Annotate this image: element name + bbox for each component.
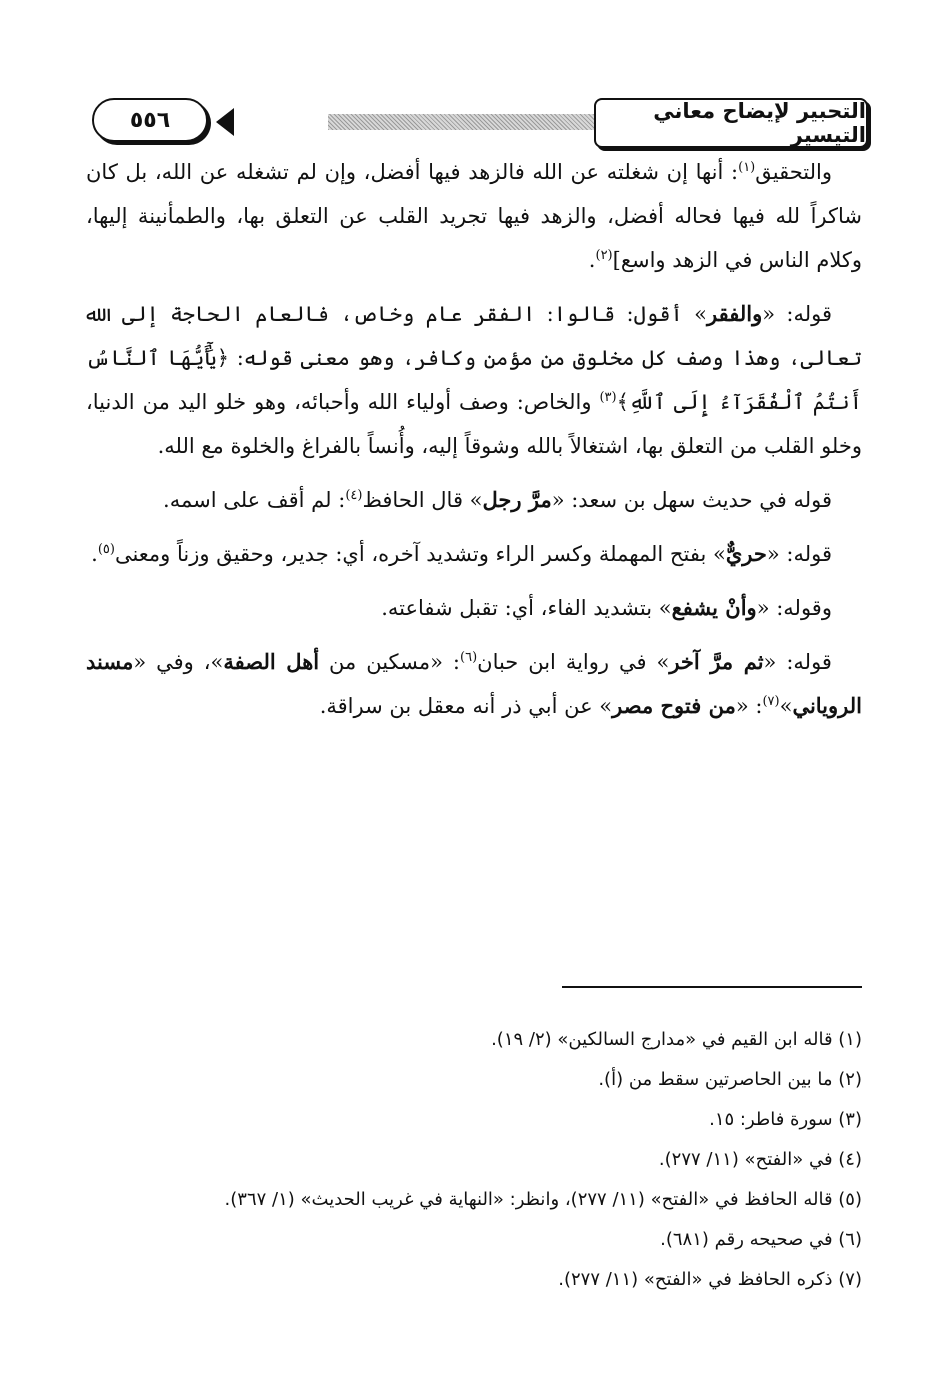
p1-text-c: . — [588, 248, 596, 272]
p6-text-d: »، وفي « — [133, 650, 224, 674]
paragraph-6 — [86, 640, 862, 728]
p4-bold-term: حريٌّ — [725, 541, 767, 566]
footnote-ref-5: (٥) — [97, 542, 115, 557]
paragraph-3 — [86, 478, 862, 522]
p4-text-c: . — [91, 542, 98, 566]
p2-text-b: » أقول: قالوا: الفقر عام وخاص، فالعام الحاجة إلى الله تعالى، وهذا وصف كل مخلوق من مؤمن وكافر، وهو معنى قوله: ﴿يَٰٓأَيُّهَا ٱلنَّاسُ أَنتُمُ ٱلْفُقَرَآءُ إِلَى ٱللَّهِ﴾ — [86, 302, 862, 414]
p5-text-b: » بتشديد الفاء، أي: تقبل شفاعته. — [381, 596, 672, 620]
footnote-3: (٣) سورة فاطر: ١٥. — [709, 1109, 862, 1130]
footnote-ref-7: (٧) — [762, 694, 780, 709]
main-text — [86, 150, 862, 738]
footnote-2: (٢) ما بين الحاصرتين سقط من (أ). — [598, 1069, 862, 1090]
header-arrow-icon — [216, 108, 234, 136]
paragraph-5 — [86, 586, 862, 630]
p2-text-a: قوله: « — [762, 302, 832, 326]
footnote-6: (٦) في صحيحه رقم (٦٨١). — [660, 1229, 862, 1250]
p6-bold-term-2: أهل الصفة — [223, 649, 320, 674]
p3-bold-term: مرَّ رجل — [482, 487, 552, 512]
footnote-5: (٥) قاله الحافظ في «الفتح» (١١/ ٢٧٧)، وانظر: «النهاية في غريب الحديث» (١/ ٣٦٧). — [224, 1189, 862, 1210]
p1-text-b: : أنها إن شغلته عن الله فالزهد فيها أفضل، وإن لم تشغله عن الله، بل كان شاكراً لله فيها فحاله أفضل، والزهد فيها تجريد القلب عن التعلق بها، والطمأنينة إليها، وكلام الناس في الزهد واسع] — [86, 160, 862, 272]
p6-text-a: قوله: « — [763, 650, 832, 674]
paragraph-4 — [86, 532, 862, 576]
page-number: ٥٥٦ — [129, 107, 171, 133]
footnote-ref-1: (١) — [738, 160, 756, 175]
book-title: التحبير لإيضاح معاني التيسير — [653, 99, 866, 147]
paragraph-1 — [86, 150, 862, 282]
p3-text-b: » قال الحافظ — [362, 488, 483, 512]
page-number-frame — [92, 98, 208, 142]
header-title-frame — [594, 98, 868, 148]
p6-text-f: : « — [735, 694, 763, 718]
p6-text-e: » — [779, 694, 793, 718]
p6-bold-term-4: من فتوح مصر — [612, 693, 736, 718]
p6-bold-term-1: ثم مرَّ آخر — [669, 649, 764, 674]
footnote-ref-2: (٢) — [595, 248, 613, 263]
p6-text-g: » عن أبي ذر أنه معقل بن سراقة. — [319, 694, 613, 718]
footnotes — [86, 1020, 862, 1300]
p4-text-a: قوله: « — [766, 542, 832, 566]
p1-text-a: والتحقيق — [755, 160, 832, 184]
footnote-4: (٤) في «الفتح» (١١/ ٢٧٧). — [658, 1149, 862, 1170]
p5-bold-term: وأنْ يشفع — [671, 595, 757, 620]
p5-text-a: وقوله: « — [756, 596, 832, 620]
footnote-7: (٧) ذكره الحافظ في «الفتح» (١١/ ٢٧٧). — [558, 1269, 862, 1290]
footnote-ref-6: (٦) — [460, 650, 478, 665]
running-header — [88, 98, 868, 150]
p6-bold-term-3: مسند الروياني — [86, 649, 862, 718]
p3-text-c: : لم أقف على اسمه. — [163, 488, 346, 512]
p2-text-c: والخاص: وصف أولياء الله وأحبائه، وهو خلو اليد من الدنيا، وخلو القلب من التعلق بها، اشتغالاً بالله وشوقاً إليه، وأُنساً بالفراغ والخلوة مع الله. — [86, 390, 862, 458]
p6-text-b: » في رواية ابن حبان — [477, 650, 670, 674]
footnote-ref-4: (٤) — [345, 488, 363, 503]
p6-text-c: : «مسكين من — [319, 650, 460, 674]
paragraph-2 — [86, 292, 862, 468]
p2-bold-term: والفقر — [707, 301, 763, 326]
p4-text-b: » بفتح المهملة وكسر الراء وتشديد آخره، أي: جدير، وحقيق وزناً ومعنى — [114, 542, 726, 566]
footnote-separator — [562, 986, 862, 988]
p3-text-a: قوله في حديث سهل بن سعد: « — [551, 488, 832, 512]
footnote-ref-3: (٣) — [599, 390, 617, 405]
footnote-1: (١) قاله ابن القيم في «مدارج السالكين» (٢/ ١٩). — [491, 1029, 862, 1050]
